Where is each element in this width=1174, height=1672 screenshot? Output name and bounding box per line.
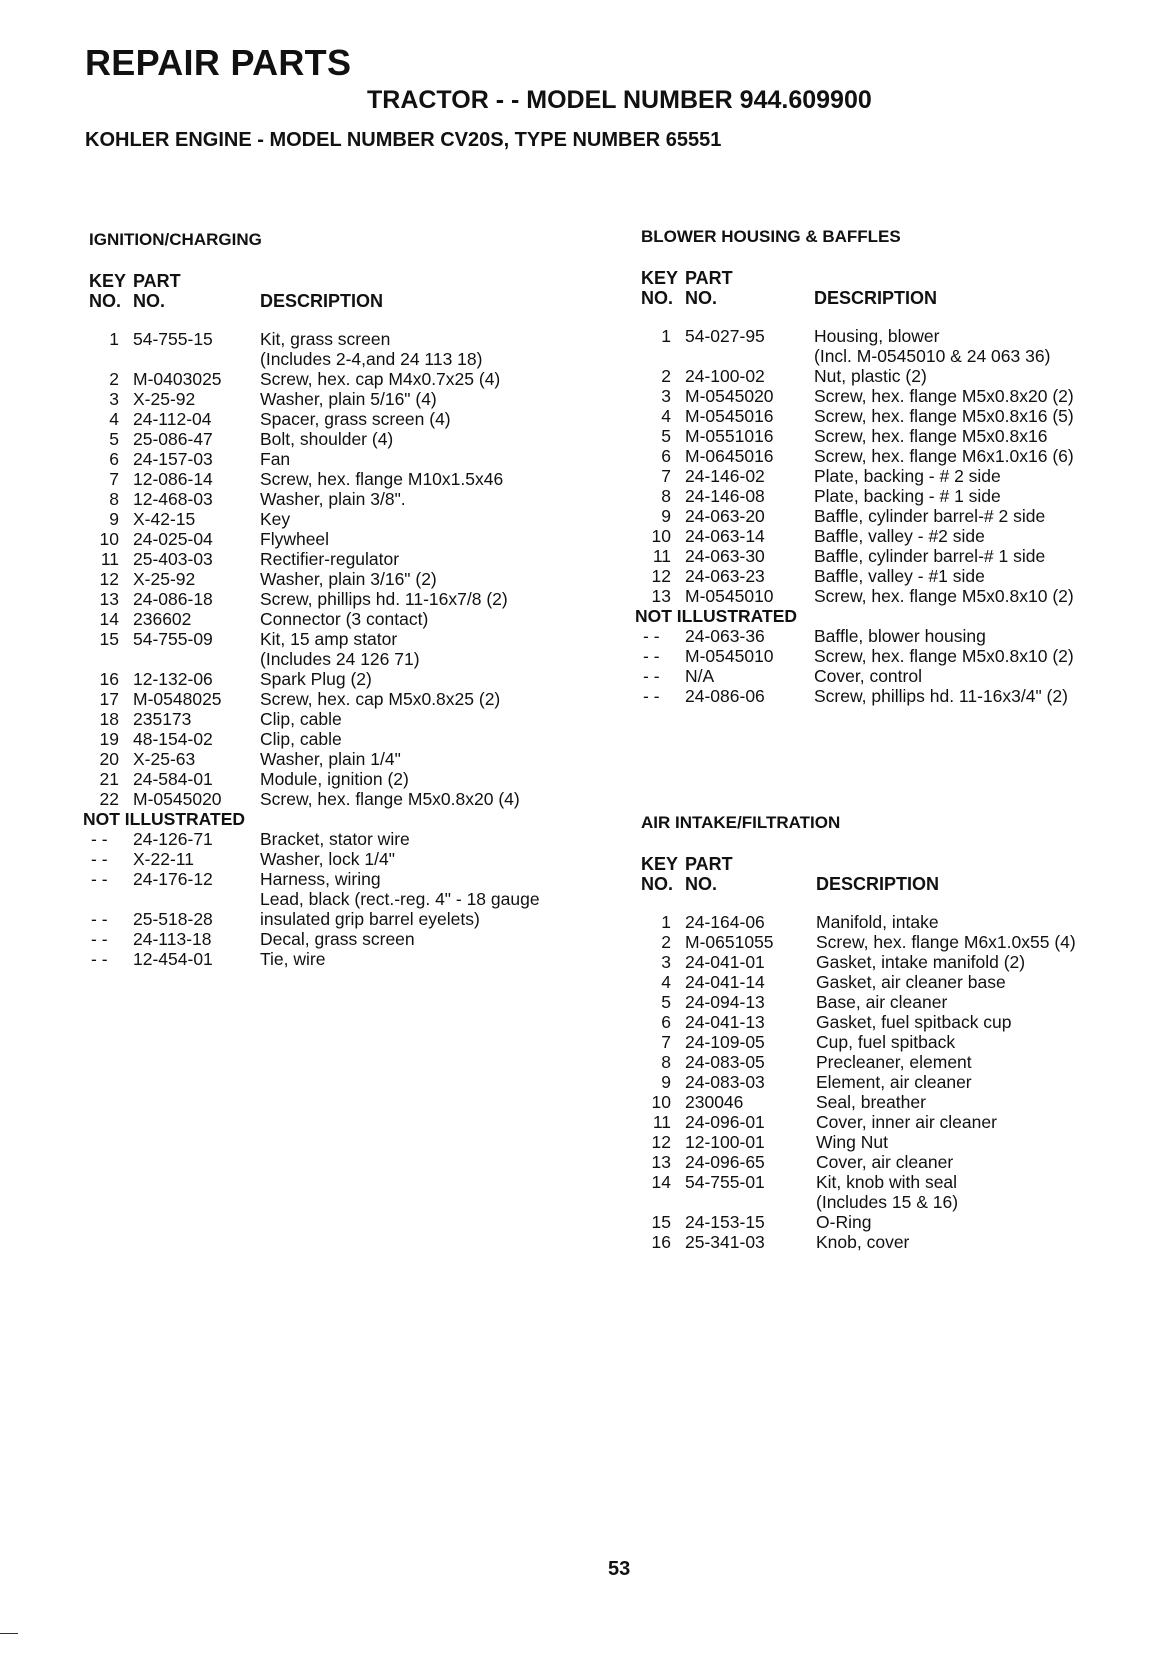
section-title: AIR INTAKE/FILTRATION [641, 813, 841, 832]
part-description: Bolt, shoulder (4) [260, 429, 394, 449]
part-description: Screw, hex. flange M5x0.8x20 (4) [260, 789, 520, 809]
key-number: 13 [651, 1152, 671, 1172]
part-description: Tie, wire [260, 949, 326, 969]
part-number: 12-468-03 [133, 489, 213, 509]
part-description: Cup, fuel spitback [816, 1032, 956, 1052]
part-number: 24-113-18 [133, 929, 212, 949]
key-number: 6 [109, 449, 119, 469]
part-row [89, 929, 415, 949]
key-number: 3 [109, 389, 119, 409]
column-header-no: NO. [641, 288, 674, 308]
part-row [641, 326, 940, 346]
part-description: Washer, plain 5/16" (4) [260, 389, 437, 409]
part-description: Gasket, fuel spitback cup [816, 1012, 1012, 1032]
part-description: Kit, knob with seal [816, 1172, 958, 1192]
column-header-no: NO. [133, 291, 166, 311]
part-number: 24-176-12 [133, 869, 213, 889]
part-number: 24-112-04 [133, 409, 212, 429]
key-number: 13 [99, 589, 119, 609]
key-number: 4 [109, 409, 119, 429]
part-description: Kit, 15 amp stator [260, 629, 398, 649]
key-number: - - [91, 849, 108, 869]
part-description: Screw, hex. flange M5x0.8x20 (2) [814, 386, 1074, 406]
part-description: Gasket, intake manifold (2) [816, 952, 1026, 972]
part-description: Seal, breather [816, 1092, 926, 1112]
part-description: Nut, plastic (2) [814, 366, 927, 386]
key-number: 14 [99, 609, 119, 629]
part-number: 25-403-03 [133, 549, 213, 569]
part-number: 25-341-03 [685, 1232, 765, 1252]
part-number: M-0551016 [685, 426, 774, 446]
key-number: 4 [661, 406, 671, 426]
part-row [89, 749, 401, 769]
column-header-no: NO. [641, 874, 674, 894]
part-number: 24-086-18 [133, 589, 213, 609]
part-description: Baffle, cylinder barrel-# 1 side [814, 546, 1046, 566]
parts-list [89, 329, 520, 809]
key-number: 12 [651, 566, 671, 586]
key-number: 5 [661, 992, 671, 1012]
part-row [641, 446, 1074, 466]
part-number: 24-041-14 [685, 972, 765, 992]
part-number: 25-086-47 [133, 429, 213, 449]
key-number: 19 [99, 729, 119, 749]
part-number: 12-086-14 [133, 469, 213, 489]
part-description: Screw, phillips hd. 11-16x3/4" (2) [814, 686, 1068, 706]
part-description: Screw, hex. flange M6x1.0x55 (4) [816, 932, 1076, 952]
key-number: 8 [661, 486, 671, 506]
part-description: Decal, grass screen [260, 929, 415, 949]
key-number: 7 [109, 469, 119, 489]
part-row [89, 689, 501, 709]
part-number: 24-096-65 [685, 1152, 765, 1172]
part-description: Module, ignition (2) [260, 769, 409, 789]
key-number: 1 [661, 326, 671, 346]
part-row [641, 1152, 954, 1172]
key-number: - - [643, 666, 660, 686]
part-description: Screw, hex. flange M5x0.8x10 (2) [814, 646, 1074, 666]
part-number: 24-083-05 [685, 1052, 765, 1072]
key-number: - - [91, 909, 108, 929]
section-title: BLOWER HOUSING & BAFFLES [641, 227, 901, 246]
part-row [89, 709, 342, 729]
section-title: IGNITION/CHARGING [89, 230, 262, 249]
page-title: REPAIR PARTS [85, 42, 352, 83]
part-number: 54-027-95 [685, 326, 765, 346]
part-number: 236602 [133, 609, 192, 629]
part-description: Screw, hex. flange M5x0.8x10 (2) [814, 586, 1074, 606]
part-row [641, 506, 1046, 526]
column-header [641, 268, 938, 312]
key-number: 9 [109, 509, 119, 529]
part-row [641, 1032, 956, 1052]
part-description: Screw, hex. flange M6x1.0x16 (6) [814, 446, 1074, 466]
parts-list [641, 912, 1076, 1252]
column-header-part: PART [685, 854, 733, 874]
part-row [641, 932, 1076, 952]
part-row [89, 449, 291, 469]
not-illustrated-label: NOT ILLUSTRATED [635, 606, 798, 626]
part-row [89, 509, 291, 529]
part-number: M-0403025 [133, 369, 222, 389]
key-number: 17 [99, 689, 119, 709]
part-description: Flywheel [260, 529, 330, 549]
key-number: 4 [661, 972, 671, 992]
part-row [89, 369, 501, 389]
part-description: Baffle, blower housing [814, 626, 986, 646]
column-header [641, 854, 940, 898]
part-number: 48-154-02 [133, 729, 213, 749]
part-number: 24-041-01 [685, 952, 765, 972]
part-description: Cover, control [814, 666, 922, 686]
part-row [641, 1112, 997, 1132]
part-row [641, 546, 1046, 566]
part-number: 24-146-02 [685, 466, 765, 486]
margin-mark [0, 1633, 18, 1634]
part-number: 12-454-01 [133, 949, 213, 969]
section-ignition-charging [83, 229, 540, 969]
part-number: 54-755-15 [133, 329, 213, 349]
part-number: X-25-63 [133, 749, 196, 769]
part-number: X-25-92 [133, 389, 196, 409]
part-row [641, 386, 1074, 406]
key-number: 16 [651, 1232, 671, 1252]
part-description: Plate, backing - # 2 side [814, 466, 1001, 486]
key-number: 7 [661, 1032, 671, 1052]
key-number: 5 [109, 429, 119, 449]
part-row [641, 1172, 958, 1192]
part-row-continuation [89, 349, 483, 369]
part-description: Spacer, grass screen (4) [260, 409, 451, 429]
part-description: Cover, inner air cleaner [816, 1112, 997, 1132]
part-number: 24-096-01 [685, 1112, 765, 1132]
key-number: - - [91, 949, 108, 969]
part-number: 24-164-06 [685, 912, 765, 932]
part-description: Clip, cable [260, 729, 342, 749]
part-description: Washer, plain 3/8". [260, 489, 406, 509]
column-header-description: DESCRIPTION [814, 288, 938, 308]
part-number: 54-755-09 [133, 629, 213, 649]
key-number: 14 [651, 1172, 671, 1192]
key-number: 8 [661, 1052, 671, 1072]
part-row [89, 669, 372, 689]
part-description: Cover, air cleaner [816, 1152, 954, 1172]
part-number: 24-584-01 [133, 769, 213, 789]
key-number: 3 [661, 386, 671, 406]
part-description: Connector (3 contact) [260, 609, 429, 629]
part-row [89, 829, 410, 849]
part-description: Washer, plain 1/4" [260, 749, 401, 769]
part-number: M-0545020 [133, 789, 222, 809]
column-header-key: KEY [641, 268, 679, 288]
part-row [641, 466, 1001, 486]
key-number: 15 [651, 1212, 671, 1232]
key-number: 6 [661, 446, 671, 466]
part-description: Screw, hex. flange M5x0.8x16 (5) [814, 406, 1074, 426]
part-row [641, 1092, 926, 1112]
part-description: Washer, plain 3/16" (2) [260, 569, 437, 589]
not-illustrated-label: NOT ILLUSTRATED [83, 809, 246, 829]
part-number: 24-025-04 [133, 529, 213, 549]
key-number: 11 [100, 549, 119, 569]
part-number: 24-086-06 [685, 686, 765, 706]
part-number: N/A [685, 666, 715, 686]
part-number: 24-063-36 [685, 626, 765, 646]
part-description: Fan [260, 449, 291, 469]
key-number: 1 [661, 912, 671, 932]
part-number: 12-132-06 [133, 669, 213, 689]
part-description: Baffle, cylinder barrel-# 2 side [814, 506, 1046, 526]
part-description: Washer, lock 1/4" [260, 849, 395, 869]
part-number: M-0545020 [685, 386, 774, 406]
part-row [641, 1012, 1012, 1032]
key-number: 12 [651, 1132, 671, 1152]
part-number: 235173 [133, 709, 192, 729]
part-row [89, 869, 381, 889]
key-number: - - [91, 929, 108, 949]
key-number: 8 [109, 489, 119, 509]
part-number: 54-755-01 [685, 1172, 765, 1192]
part-description: Baffle, valley - #1 side [814, 566, 985, 586]
part-description: Rectifier-regulator [260, 549, 400, 569]
key-number: 13 [651, 586, 671, 606]
key-number: 11 [652, 1112, 671, 1132]
part-row [89, 489, 406, 509]
part-description: O-Ring [816, 1212, 872, 1232]
key-number: 22 [99, 789, 119, 809]
part-row [89, 329, 391, 349]
key-number: 5 [661, 426, 671, 446]
key-number: 9 [661, 1072, 671, 1092]
part-number: 24-063-30 [685, 546, 765, 566]
key-number: 2 [109, 369, 119, 389]
key-number: 21 [99, 769, 119, 789]
part-number: M-0548025 [133, 689, 222, 709]
part-description: (Includes 15 & 16) [816, 1192, 959, 1212]
part-description: Kit, grass screen [260, 329, 391, 349]
part-row [89, 789, 520, 809]
part-number: 24-157-03 [133, 449, 213, 469]
key-number: 6 [661, 1012, 671, 1032]
part-row [641, 912, 939, 932]
part-description: Screw, hex. cap M4x0.7x25 (4) [260, 369, 501, 389]
part-row [641, 1072, 972, 1092]
part-description: Clip, cable [260, 709, 342, 729]
part-row [89, 389, 437, 409]
part-row [641, 566, 985, 586]
part-number: 24-100-02 [685, 366, 765, 386]
part-number: 24-063-14 [685, 526, 765, 546]
key-number: - - [643, 646, 660, 666]
part-row [641, 526, 985, 546]
column-header-key: KEY [641, 854, 679, 874]
part-row [89, 469, 504, 489]
part-row [641, 1132, 888, 1152]
part-description: Screw, hex. cap M5x0.8x25 (2) [260, 689, 501, 709]
part-row-continuation [89, 649, 420, 669]
part-description: Element, air cleaner [816, 1072, 972, 1092]
part-row [641, 1212, 872, 1232]
key-number: - - [643, 626, 660, 646]
part-description: Housing, blower [814, 326, 940, 346]
part-row [641, 992, 948, 1012]
column-header [89, 271, 384, 315]
part-row [641, 666, 922, 686]
page-number: 53 [608, 1558, 631, 1580]
part-row [641, 426, 1048, 446]
key-number: 20 [99, 749, 119, 769]
part-description: Spark Plug (2) [260, 669, 372, 689]
part-row [641, 626, 986, 646]
part-row [641, 646, 1074, 666]
part-row [641, 1232, 910, 1252]
part-row [89, 569, 437, 589]
part-description: Gasket, air cleaner base [816, 972, 1006, 992]
section-blower-housing [635, 226, 1074, 706]
part-row [89, 529, 330, 549]
part-row [641, 972, 1006, 992]
part-description: Baffle, valley - #2 side [814, 526, 985, 546]
part-description: (Includes 2-4,and 24 113 18) [260, 349, 483, 369]
key-number: 9 [661, 506, 671, 526]
part-description: Base, air cleaner [816, 992, 948, 1012]
tractor-model-heading: TRACTOR - - MODEL NUMBER 944.609900 [367, 86, 872, 114]
part-description: Precleaner, element [816, 1052, 972, 1072]
key-number: 3 [661, 952, 671, 972]
engine-model-heading: KOHLER ENGINE - MODEL NUMBER CV20S, TYPE NUMBER 65551 [85, 129, 722, 151]
part-row [641, 366, 927, 386]
part-row [89, 949, 326, 969]
part-row [641, 1052, 972, 1072]
part-number: 24-146-08 [685, 486, 765, 506]
part-description: Manifold, intake [816, 912, 939, 932]
part-row [89, 909, 480, 929]
part-description: insulated grip barrel eyelets) [260, 909, 480, 929]
part-row [89, 629, 398, 649]
part-number: 24-083-03 [685, 1072, 765, 1092]
part-number: 24-109-05 [685, 1032, 765, 1052]
part-number: 24-063-20 [685, 506, 765, 526]
column-header-description: DESCRIPTION [816, 874, 940, 894]
column-header-part: PART [685, 268, 733, 288]
part-number: X-25-92 [133, 569, 196, 589]
part-description: Knob, cover [816, 1232, 910, 1252]
part-number: 24-153-15 [685, 1212, 765, 1232]
part-description: Wing Nut [816, 1132, 888, 1152]
key-number: 10 [651, 526, 671, 546]
key-number: - - [91, 829, 108, 849]
part-row [641, 486, 1001, 506]
column-header-no: NO. [685, 288, 718, 308]
not-illustrated-list [641, 626, 1074, 706]
key-number: 11 [652, 546, 671, 566]
part-description: Key [260, 509, 291, 529]
section-air-intake-filtration [641, 812, 1076, 1252]
column-header-key: KEY [89, 271, 127, 291]
part-row [641, 586, 1074, 606]
part-description: Bracket, stator wire [260, 829, 410, 849]
part-row [641, 406, 1074, 426]
part-number: X-22-11 [133, 849, 194, 869]
key-number: - - [643, 686, 660, 706]
part-row [89, 849, 395, 869]
part-number: 24-126-71 [133, 829, 213, 849]
column-header-description: DESCRIPTION [260, 291, 384, 311]
key-number: 7 [661, 466, 671, 486]
part-number: X-42-15 [133, 509, 196, 529]
part-row [89, 589, 508, 609]
part-row [641, 686, 1068, 706]
part-description: Screw, hex. flange M10x1.5x46 [260, 469, 504, 489]
parts-list [641, 326, 1074, 606]
part-row-continuation [89, 889, 540, 909]
part-number: M-0545010 [685, 646, 774, 666]
key-number: 2 [661, 366, 671, 386]
part-row [89, 769, 409, 789]
column-header-no: NO. [685, 874, 718, 894]
key-number: 10 [651, 1092, 671, 1112]
part-number: 24-094-13 [685, 992, 765, 1012]
part-row-continuation [641, 1192, 959, 1212]
part-description: Plate, backing - # 1 side [814, 486, 1001, 506]
part-number: 12-100-01 [685, 1132, 765, 1152]
key-number: 16 [99, 669, 119, 689]
column-header-part: PART [133, 271, 181, 291]
part-number: M-0545010 [685, 586, 774, 606]
part-description: Screw, phillips hd. 11-16x7/8 (2) [260, 589, 508, 609]
part-description: (Incl. M-0545010 & 24 063 36) [814, 346, 1051, 366]
key-number: 10 [99, 529, 119, 549]
part-description: (Includes 24 126 71) [260, 649, 420, 669]
part-description: Lead, black (rect.-reg. 4" - 18 gauge [260, 889, 540, 909]
part-number: M-0545016 [685, 406, 774, 426]
part-description: Screw, hex. flange M5x0.8x16 [814, 426, 1048, 446]
part-number: 25-518-28 [133, 909, 213, 929]
not-illustrated-list [89, 829, 540, 969]
part-description: Harness, wiring [260, 869, 381, 889]
part-row [89, 609, 429, 629]
column-header-no: NO. [89, 291, 122, 311]
key-number: 18 [99, 709, 119, 729]
key-number: 2 [661, 932, 671, 952]
part-row [641, 952, 1026, 972]
part-row [89, 409, 451, 429]
part-number: 230046 [685, 1092, 744, 1112]
key-number: - - [91, 869, 108, 889]
part-number: M-0651055 [685, 932, 774, 952]
part-number: M-0645016 [685, 446, 774, 466]
key-number: 12 [99, 569, 119, 589]
part-row-continuation [641, 346, 1051, 366]
part-row [89, 549, 400, 569]
part-row [89, 729, 342, 749]
key-number: 1 [109, 329, 119, 349]
part-number: 24-041-13 [685, 1012, 765, 1032]
key-number: 15 [99, 629, 119, 649]
part-row [89, 429, 394, 449]
part-number: 24-063-23 [685, 566, 765, 586]
